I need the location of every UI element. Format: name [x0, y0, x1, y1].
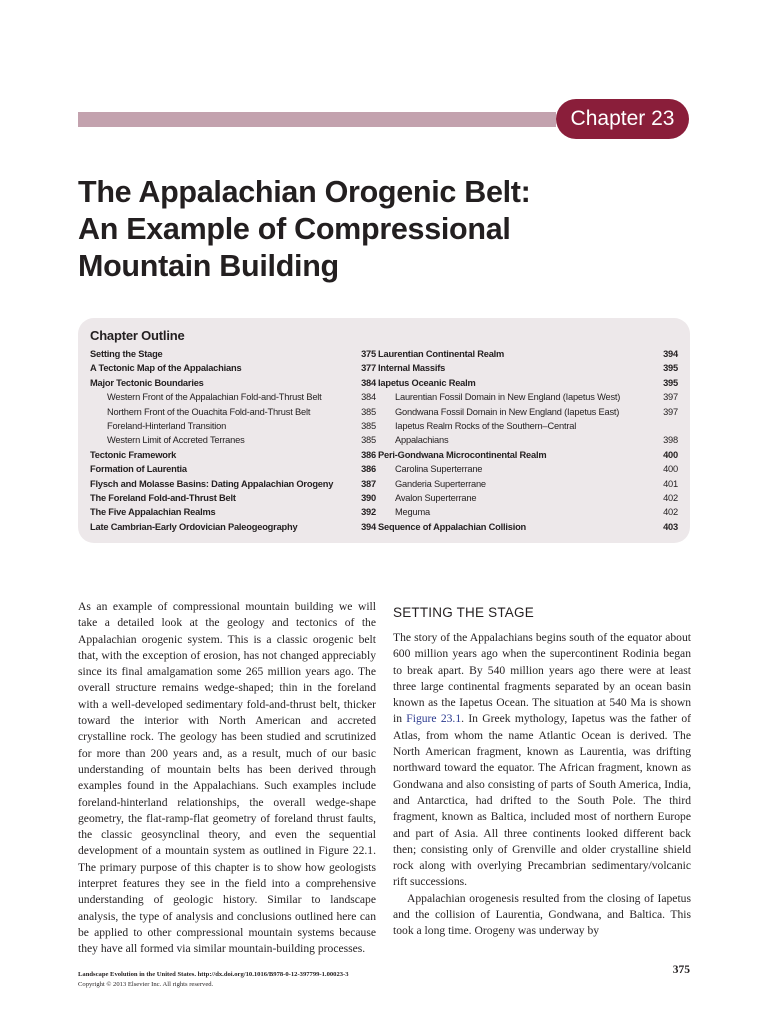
- outline-entry[interactable]: [90, 462, 376, 476]
- outline-entry[interactable]: [90, 390, 376, 404]
- section-paragraph-2: Appalachian orogenesis resulted from the closing of Iapetus and the collision of Laurentia, Gondwana, and Baltica. This took a long time. Orogeny was underway by: [393, 891, 691, 938]
- outline-entry[interactable]: [378, 520, 678, 534]
- outline-entry-page: 402: [663, 493, 678, 504]
- outline-entry-title: Carolina Superterrane: [395, 464, 483, 475]
- chapter-outline-box: [78, 318, 690, 543]
- section-body: [393, 630, 691, 940]
- outline-left-column: [90, 347, 376, 534]
- outline-entry-page: 386: [361, 449, 376, 460]
- outline-entry-title: Formation of Laurentia: [90, 464, 187, 475]
- outline-entry-page: 385: [361, 421, 376, 432]
- title-line-3: Mountain Building: [78, 249, 339, 283]
- outline-entry-title: Meguma: [395, 507, 430, 518]
- outline-entry[interactable]: [90, 405, 376, 419]
- outline-right-column: [378, 347, 678, 534]
- outline-entry-page: 384: [361, 377, 376, 388]
- outline-entry-page: 377: [361, 363, 376, 374]
- outline-entry-page: [658, 419, 678, 433]
- outline-entry-page: 394: [361, 521, 376, 532]
- outline-entry-title: Iapetus Realm Rocks of the Southern–Central: [395, 421, 577, 432]
- footer-copyright: Copyright © 2013 Elsevier Inc. All rights reserved.: [78, 981, 214, 988]
- outline-entry-title: Internal Massifs: [378, 363, 446, 374]
- footer-reference: Landscape Evolution in the United States. http://dx.doi.org/10.1016/B978-0-12-397799-1.00023-3: [78, 971, 349, 978]
- outline-entry-title: Western Front of the Appalachian Fold-and-Thrust Belt: [107, 392, 322, 403]
- footer-citation: [78, 970, 349, 990]
- chapter-title: [78, 174, 638, 285]
- chapter-label: Chapter 23: [570, 107, 675, 130]
- chapter-badge: [556, 99, 689, 139]
- section-paragraph-1: [393, 630, 691, 891]
- outline-entry-page: 386: [361, 464, 376, 475]
- outline-entry-title: Northern Front of the Ouachita Fold-and-Thrust Belt: [107, 406, 311, 417]
- outline-entry-page: 395: [663, 363, 678, 374]
- outline-entry-page: 397: [663, 392, 678, 403]
- outline-entry-page: 400: [663, 449, 678, 460]
- outline-entry[interactable]: [90, 361, 376, 375]
- paragraph-text: The story of the Appalachians begins south of the equator about 600 million years ago when the supercontinent Rodinia began to break apart. By 540 million years ago there were at least three large continental fragments separated by an ocean basin known as the Iapetus Ocean. The situation at 540 Ma is shown in: [393, 631, 691, 726]
- outline-entry[interactable]: [378, 491, 678, 505]
- outline-entry[interactable]: [90, 347, 376, 361]
- outline-entry-page: 400: [663, 464, 678, 475]
- outline-entry-title: Sequence of Appalachian Collision: [378, 521, 527, 532]
- outline-entry[interactable]: [90, 477, 376, 491]
- outline-entry-title: Iapetus Oceanic Realm: [378, 377, 476, 388]
- page-number: 375: [672, 964, 690, 976]
- title-line-1: The Appalachian Orogenic Belt:: [78, 175, 531, 209]
- outline-entry-page: 398: [663, 435, 678, 446]
- outline-entry-title: Foreland-Hinterland Transition: [107, 421, 227, 432]
- outline-entry-page: 402: [663, 507, 678, 518]
- outline-entry-page: 387: [361, 478, 376, 489]
- outline-entry[interactable]: [90, 376, 376, 390]
- outline-entry-title: Flysch and Molasse Basins: Dating Appalachian Orogeny: [90, 478, 334, 489]
- outline-entry[interactable]: [90, 419, 376, 433]
- title-line-2: An Example of Compressional: [78, 212, 511, 246]
- outline-entry-title: Peri-Gondwana Microcontinental Realm: [378, 449, 547, 460]
- outline-entry-page: 385: [361, 435, 376, 446]
- outline-entry[interactable]: [378, 505, 678, 519]
- outline-entry-title: Laurentian Fossil Domain in New England (Iapetus West): [395, 392, 621, 403]
- section-heading: SETTING THE STAGE: [393, 605, 534, 620]
- outline-entry[interactable]: [90, 505, 376, 519]
- outline-entry-title: A Tectonic Map of the Appalachians: [90, 363, 242, 374]
- outline-entry-title: The Foreland Fold-and-Thrust Belt: [90, 493, 236, 504]
- outline-entry[interactable]: [378, 462, 678, 476]
- outline-entry-title: Ganderia Superterrane: [395, 478, 486, 489]
- paragraph-text: . In Greek mythology, Iapetus was the father of Atlas, from whom the name Atlantic Ocean is derived. The North American fragment, known as Laurentia, was drifting northward toward the equator. The African fragment, known as Gondwana and also consisting of parts of South America, India, and Antarctica, had drifted to the South Pole. The third fragment, known as Baltica, included most of northern Europe and part of Asia. All three continents looked different back then; consisting only of Grenville and older crystalline shield rock along with overlying Precambrian sedimentary/volcanic rift successions.: [393, 712, 691, 889]
- outline-entry[interactable]: [90, 448, 376, 462]
- outline-entry-page: 401: [663, 478, 678, 489]
- outline-entry-page: 395: [663, 377, 678, 388]
- chapter-header-bar: [78, 112, 556, 127]
- outline-entry-page: 384: [361, 392, 376, 403]
- outline-entry[interactable]: [378, 448, 678, 462]
- outline-entry-title: The Five Appalachian Realms: [90, 507, 216, 518]
- outline-entry[interactable]: [378, 390, 678, 404]
- outline-heading: Chapter Outline: [90, 328, 185, 343]
- outline-entry[interactable]: [378, 433, 678, 447]
- outline-entry-page: 397: [663, 406, 678, 417]
- outline-entry-title: Gondwana Fossil Domain in New England (Iapetus East): [395, 406, 620, 417]
- outline-entry[interactable]: [378, 361, 678, 375]
- outline-entry[interactable]: [378, 419, 678, 433]
- outline-entry-title: Western Limit of Accreted Terranes: [107, 435, 245, 446]
- outline-entry-page: 392: [361, 507, 376, 518]
- outline-entry[interactable]: [378, 376, 678, 390]
- outline-entry-title: Avalon Superterrane: [395, 493, 477, 504]
- outline-entry-title: Appalachians: [395, 435, 449, 446]
- outline-entry-title: Major Tectonic Boundaries: [90, 377, 204, 388]
- outline-entry[interactable]: [378, 477, 678, 491]
- outline-entry-page: 390: [361, 493, 376, 504]
- outline-entry[interactable]: [90, 520, 376, 534]
- outline-entry-title: Laurentian Continental Realm: [378, 349, 505, 359]
- outline-entry-title: Tectonic Framework: [90, 449, 177, 460]
- outline-entry[interactable]: [378, 405, 678, 419]
- outline-entry[interactable]: [378, 347, 678, 361]
- outline-entry-title: Setting the Stage: [90, 349, 163, 359]
- intro-paragraph: As an example of compressional mountain building we will take a detailed look at the geology and tectonics of the Appalachian orogenic system. This is a classic orogenic belt that, with the exception of erosion, has not changed appreciably since its final amalgamation some 265 million years ago. The overall structure remains wedge-shaped; thin in the foreland with a well-developed sedimentary fold-and-thrust belt, thicker toward the interior with North American and accreted crystalline rock. The geology has been studied and scrutinized for more than 200 years and, as a result, much of our basic understanding of mountain belts has been derived through examples found in the Appalachians. Such examples include foreland-hinterland relationships, the overall wedge-shape geometry, the flat-ramp-flat geometry of foreland thrust faults, the classic geosynclinal theory, and even the sequential development of a mountain system as outlined in Figure 22.1. The primary purpose of this chapter is to show how geologists interpret features they see in the field into a comprehensive understanding of geologic history. Similar to landscape analysis, the type of analysis and conclusions outlined here can be applied to other compressional mountain systems because they have all formed via similar mountain-building processes.: [78, 600, 376, 956]
- outline-entry[interactable]: [90, 491, 376, 505]
- outline-entry-title: Late Cambrian-Early Ordovician Paleogeography: [90, 521, 298, 532]
- outline-entry-page: 385: [361, 406, 376, 417]
- outline-entry-page: 375: [361, 349, 376, 359]
- outline-entry[interactable]: [90, 433, 376, 447]
- outline-entry-page: 403: [663, 521, 678, 532]
- figure-link[interactable]: Figure 23.1: [406, 712, 462, 726]
- outline-entry-page: 394: [663, 349, 678, 359]
